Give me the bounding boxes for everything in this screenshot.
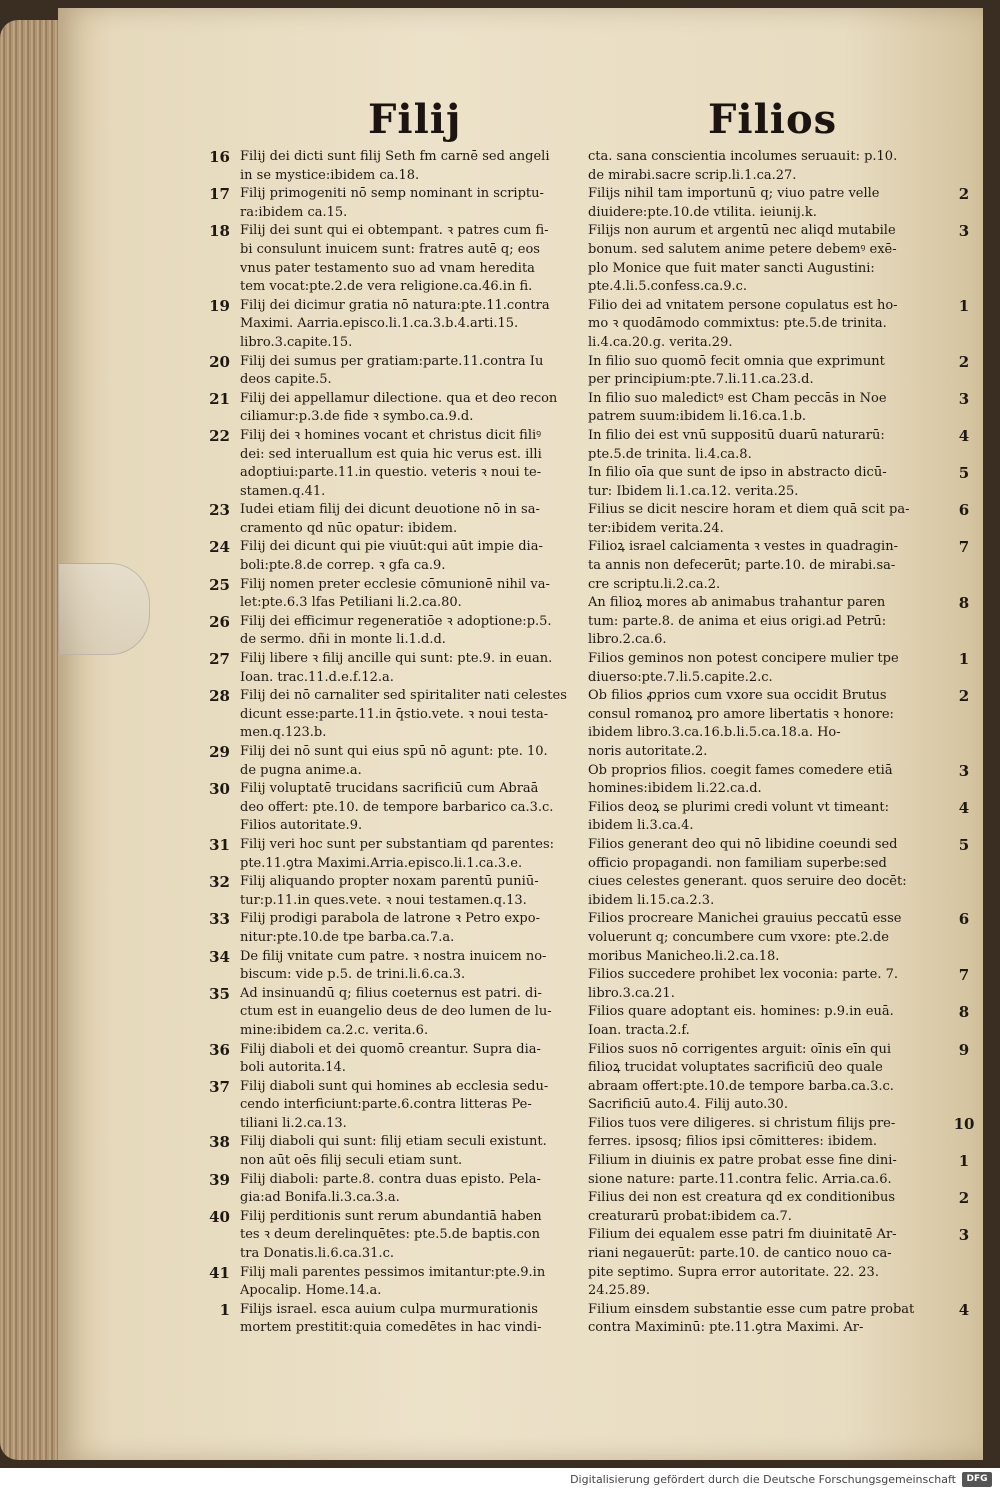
entry-line: Ob filios ꝓprios cum vxore sua occidit Brutus [588, 688, 887, 704]
entry-number: 30 [209, 780, 230, 799]
index-entry [209, 222, 585, 296]
entry-line: officio propagandi. non familiam superbe:sed [588, 855, 887, 871]
entry-line: Filius dei non est creatura qd ex conditionibus [588, 1190, 896, 1206]
entry-number: 3 [958, 389, 970, 408]
entry-number: 36 [209, 1040, 230, 1059]
entry-line: ra:ibidem ca.15. [240, 204, 348, 220]
entry-line: filioꝝ trucidat voluptates sacrificiū deo quale [588, 1060, 883, 1076]
entry-line: Filij diaboli sunt qui homines ab ecclesia sedu- [240, 1078, 549, 1094]
entry-line: tiliani li.2.ca.13. [240, 1115, 347, 1131]
left-index-column [209, 148, 585, 1338]
entry-line: In filio suo quomō fecit omnia que exprimunt̄ [588, 353, 885, 369]
entry-number: 7 [958, 966, 970, 985]
entry-line: in se mystice:ibidem ca.18. [240, 167, 420, 183]
entry-line: pite septimo. Supra error autoritate. 22. 23. [588, 1264, 879, 1280]
entry-number: 28 [209, 687, 230, 706]
entry-line: Filijs non aurum et argentū nec aliqd mutabile [588, 223, 896, 239]
entry-number: 1 [958, 1152, 970, 1171]
entry-line: Filij diaboli qui sunt: filij etiam seculi existunt. [240, 1134, 547, 1150]
entry-number: 5 [958, 464, 970, 483]
index-entry [588, 687, 970, 761]
entry-line: Filium in diuinis ex patre probat esse fine dini- [588, 1153, 897, 1169]
entry-line: deos capite.5. [240, 372, 332, 388]
entry-line: de sermo. dñi in monte li.1.d.d. [240, 632, 446, 648]
entry-line: bi consulunt inuicem sunt: fratres autē q; eos [240, 241, 540, 257]
index-entry [209, 1170, 585, 1208]
entry-number: 37 [209, 1077, 230, 1096]
entry-number: 3 [958, 761, 970, 780]
entry-line: plo Monice que fuit mater sancti Augustini: [588, 260, 875, 276]
entry-line: Filios tuos vere diligeres. si christum filijs pre- [588, 1115, 896, 1131]
entry-line: Filij diaboli: parte.8. contra duas episto. Pela- [240, 1171, 541, 1187]
entry-number: 3 [958, 222, 970, 241]
entry-number: 23 [209, 501, 230, 520]
entry-number: 8 [958, 1003, 970, 1022]
entry-number: 8 [958, 594, 970, 613]
entry-line: deo offert: pte.10. de tempore barbarico ca.3.c. [240, 799, 554, 815]
entry-line: Filij dei dicimur gratia nō natura:pte.11.contra [240, 297, 550, 313]
entry-line: ferres. ipsosq; filios ipsi cōmitteres: ibidem. [588, 1134, 878, 1150]
entry-line: adoptiui:parte.11.in questio. veteris ꝛ noui te- [240, 465, 542, 481]
entry-number: 39 [209, 1170, 230, 1189]
entry-number: 34 [209, 947, 230, 966]
entry-line: 24.25.89. [588, 1283, 651, 1299]
index-entry [209, 352, 585, 390]
entry-number: 20 [209, 352, 230, 371]
entry-line: Filio dei ad vnitatem persone copulatus est ho- [588, 297, 898, 313]
entry-line: ibidem li.3.ca.4. [588, 818, 694, 834]
entry-number: 7 [958, 538, 970, 557]
index-entry [588, 1003, 970, 1040]
index-entry [209, 185, 585, 222]
entry-number: 4 [958, 798, 970, 817]
index-entry [588, 1189, 970, 1226]
entry-line: libro.2.ca.6. [588, 632, 667, 648]
index-entry [209, 538, 585, 575]
entry-number: 17 [209, 185, 230, 204]
entry-line: Iudei etiam filij dei dicunt̄ deuotione nō in sa- [240, 502, 540, 518]
index-entry [209, 426, 585, 501]
entry-line: Filij dei dicti sunt filij Seth fm carnē sed angeli [240, 149, 550, 164]
entry-line: consul romanoꝝ pro amore libertatis ꝛ honore: [588, 706, 894, 722]
entry-number: 9 [958, 1040, 970, 1059]
entry-number: 41 [209, 1263, 230, 1282]
entry-line: boli autorita.14. [240, 1060, 346, 1076]
entry-line: pte.5.de trinita. li.4.ca.8. [588, 446, 752, 462]
index-entry [588, 296, 970, 353]
entry-line: dei: sed interuallum est quia hic verus est. illi [240, 446, 542, 462]
entry-number: 2 [958, 185, 970, 204]
index-entry [588, 910, 970, 966]
entry-line: Filij dei appellamur dilectione. qua et deo recon [240, 390, 558, 406]
index-entry [588, 185, 970, 222]
entry-number: 29 [209, 743, 230, 761]
entry-line: riani negauerūt: parte.10. de cantico nouo ca- [588, 1246, 892, 1262]
entry-line: diuerso:pte.7.li.5.capite.2.c. [588, 669, 773, 685]
entry-line: Filij voluptatē trucidans sacrificiū cum Abraā [240, 781, 539, 797]
entry-line: Filij mali parentes pessimos imitantur:pte.9.in [240, 1264, 546, 1280]
entry-line: Filium dei equalem esse patri fm diuinitatē Ar- [588, 1227, 897, 1243]
entry-number: 4 [958, 426, 970, 445]
entry-number: 1 [958, 650, 970, 669]
index-entry [588, 1226, 970, 1300]
dfg-logo: DFG [962, 1472, 992, 1487]
entry-number: 18 [209, 222, 230, 241]
entry-line: tur:p.11.in ques.vete. ꝛ noui testamen.q.13. [240, 892, 527, 908]
entry-line: Filij dei dicunt̄ qui pie viuūt:qui aūt impie dia- [240, 539, 543, 555]
running-header-right: Filios [708, 96, 838, 143]
entry-line: Ob proprios filios. coegit fames comedere etiā [588, 762, 893, 778]
entry-number: 25 [209, 575, 230, 594]
entry-number: 24 [209, 538, 230, 557]
entry-line: Filioꝝ israel calciamenta ꝛ vestes in quadragin- [588, 539, 898, 555]
entry-line: In filio suo maledictꝰ est Cham peccās in Noe [588, 390, 887, 406]
entry-line: Filij diaboli et dei quomō creantur. Supra dia- [240, 1041, 541, 1057]
index-entry [209, 612, 585, 650]
entry-number: 21 [209, 389, 230, 408]
entry-line: libro.3.ca.21. [588, 985, 675, 1001]
entry-line: ciliamur:p.3.de fide ꝛ symbo.ca.9.d. [240, 409, 474, 425]
index-entry [588, 389, 970, 427]
index-entry [588, 594, 970, 650]
index-entry [209, 743, 585, 780]
index-entry [209, 687, 585, 743]
entry-number: 27 [209, 650, 230, 669]
index-entry [209, 650, 585, 687]
entry-line: Ioan. tracta.2.f. [588, 1022, 690, 1038]
entry-line: biscum: vide p.5. de trini.li.6.ca.3. [240, 967, 466, 983]
entry-line: contra Maximinū: pte.11.ꝯtra Maximi. Ar- [588, 1320, 864, 1336]
entry-number: 1 [958, 296, 970, 315]
entry-line: men.q.123.b. [240, 725, 327, 741]
entry-line: de pugna anime.a. [240, 762, 362, 778]
index-entry [588, 352, 970, 390]
index-entry [209, 780, 585, 836]
entry-number: 10 [953, 1114, 975, 1133]
index-entry [209, 148, 585, 185]
entry-line: Filios deoꝝ se plurimi credi volunt vt timeant̄: [588, 799, 890, 815]
entry-line: Filios procreare Manichei grauius peccatū esse [588, 911, 902, 927]
entry-line: Filij dei nō sunt qui eius spū nō agunt̄: pte. 10. [240, 744, 548, 759]
entry-line: voluerunt q; concumbere cum vxore: pte.2.de [588, 929, 889, 945]
book-page [58, 8, 983, 1460]
entry-line: nitur:pte.10.de tpe barba.ca.7.a. [240, 929, 455, 945]
entry-line: Filios geminos non potest concipere mulier tpe [588, 651, 899, 667]
entry-line: Filijs israel. esca auium culpa murmurationis [240, 1301, 538, 1317]
index-entry [209, 947, 585, 985]
entry-number: 19 [209, 296, 230, 315]
entry-line: ibidem libro.3.ca.16.b.li.5.ca.18.a. Ho- [588, 725, 841, 741]
digitization-footer [0, 1468, 1000, 1492]
entry-line: mo ꝛ quodāmodo commixtus: pte.5.de trinita. [588, 316, 887, 332]
entry-line: Filios generant deo qui nō libidine coeundi sed [588, 836, 898, 852]
index-entry [209, 1263, 585, 1301]
entry-line: tur: Ibidem li.1.ca.12. verita.25. [588, 483, 799, 499]
entry-line: Filij nomen preter ecclesie cōmunionē nihil va- [240, 576, 550, 592]
index-entry [588, 222, 970, 296]
index-entry [209, 835, 585, 873]
running-header-left: Filij [368, 96, 462, 143]
index-entry [209, 1207, 585, 1264]
entry-line: An filioꝝ mores ab animabus trahantur paren [588, 595, 886, 611]
index-entry [588, 538, 970, 594]
entry-number: 1 [219, 1300, 230, 1319]
funding-credit: Digitalisierung gefördert durch die Deutsche Forschungsgemeinschaft [570, 1473, 956, 1486]
entry-line: De filij vnitate cum patre. ꝛ nostra inuicem no- [240, 948, 547, 964]
index-entry [209, 575, 585, 613]
entry-line: ciues celestes generant. quos seruire deo docēt: [588, 874, 907, 890]
entry-line: Filij perditionis sunt rerum abundantiā haben [240, 1208, 542, 1224]
entry-line: sione nature: parte.11.contra felic. Arria.ca.6. [588, 1171, 892, 1187]
entry-number: 31 [209, 835, 230, 854]
entry-line: mine:ibidem ca.2.c. verita.6. [240, 1022, 429, 1038]
entry-number: 2 [958, 1189, 970, 1208]
entry-number: 6 [958, 501, 970, 520]
index-entry [588, 798, 970, 836]
entry-line: libro.3.capite.15. [240, 334, 353, 350]
entry-line: Filij veri hoc sunt per substantiam qd parentes: [240, 836, 555, 852]
entry-line: pte.11.ꝯtra Maximi.Arria.episco.li.1.ca.3.e. [240, 855, 523, 871]
entry-number: 2 [958, 352, 970, 371]
entry-line: Filij primogeniti nō semp nominant̄ in scriptu- [240, 186, 544, 202]
index-entry [588, 148, 933, 185]
entry-line: Filium einsdem substantie esse cum patre probat [588, 1301, 915, 1317]
plastic-page-clip [58, 563, 150, 655]
entry-line: cta. sana conscientia incolumes seruauit: p.10. [588, 149, 898, 164]
entry-line: boli:pte.8.de correp. ꝛ gfa ca.9. [240, 558, 446, 574]
entry-number: 4 [958, 1300, 970, 1319]
index-entry [588, 426, 970, 464]
entry-line: bonum. sed salutem anime petere debemꝰ exē- [588, 241, 897, 257]
entry-line: In filio dei est vnū suppositū duarū naturarū: [588, 427, 885, 443]
entry-number: 33 [209, 910, 230, 929]
entry-number: 3 [958, 1226, 970, 1245]
entry-line: tra Donatis.li.6.ca.31.c. [240, 1246, 394, 1262]
entry-number: 5 [958, 835, 970, 854]
entry-line: Filios suos nō corrigentes arguit: oīnis eīn qui [588, 1041, 892, 1057]
index-entry [588, 1152, 970, 1189]
entry-number: 22 [209, 426, 230, 445]
entry-number: 6 [958, 910, 970, 929]
index-entry [588, 966, 970, 1003]
index-entry [219, 1300, 585, 1338]
entry-line: noris autoritate.2. [588, 744, 708, 759]
index-entry [588, 761, 970, 799]
index-entry [209, 389, 585, 427]
entry-number: 38 [209, 1133, 230, 1152]
entry-number: 26 [209, 612, 230, 631]
entry-line: tes ꝛ deum derelinquētes: pte.5.de baptis.con [240, 1227, 540, 1243]
entry-line: vnus pater testamento suo ad vnam heredita [240, 260, 535, 276]
entry-line: ter:ibidem verita.24. [588, 520, 724, 536]
index-entry [209, 984, 585, 1041]
index-entry [588, 1040, 970, 1115]
index-entry [209, 501, 585, 538]
index-entry [209, 1133, 585, 1170]
entry-line: Filijs nihil tam importunū q; viuo patre velle [588, 186, 880, 202]
entry-line: Filij dei sunt qui ei obtempant. ꝛ patres cum fi- [240, 223, 549, 239]
entry-line: stamen.q.41. [240, 483, 326, 499]
entry-line: pte.4.li.5.confess.ca.9.c. [588, 279, 748, 295]
entry-line: cre scriptu.li.2.ca.2. [588, 576, 721, 592]
entry-number: 2 [958, 687, 970, 706]
entry-line: tem vocat:pte.2.de vera religione.ca.46.in fi. [240, 279, 533, 295]
entry-line: ctum est in euangelio deus de deo lumen de lu- [240, 1004, 552, 1020]
entry-number: 35 [209, 984, 230, 1003]
entry-number: 40 [209, 1207, 230, 1226]
entry-line: Filij dei ꝛ homines vocant̄ et christus dicit̄ filiꝰ [240, 427, 542, 443]
entry-line: patrem suum:ibidem li.16.ca.1.b. [588, 409, 807, 425]
right-index-column [588, 148, 975, 1338]
index-entry [209, 1077, 585, 1134]
entry-line: Sacrificiū auto.4. Filij auto.30. [588, 1097, 788, 1113]
entry-line: ta annis non defecerūt; parte.10. de mirabi.sa- [588, 558, 896, 574]
entry-line: Filius se dicit nescire horam et diem quā scit pa- [588, 502, 910, 518]
index-entry [588, 464, 970, 501]
index-entry [588, 501, 970, 538]
index-entry [588, 835, 970, 910]
entry-line: Filij dei efficimur regeneratiōe ꝛ adoptione:p.5. [240, 613, 552, 629]
entry-line: per principium:pte.7.li.11.ca.23.d. [588, 372, 814, 388]
index-entry [588, 650, 970, 687]
index-entry [209, 873, 585, 910]
entry-line: creaturarū probat̄:ibidem ca.7. [588, 1208, 792, 1224]
entry-line: Filios succedere prohibet lex voconia: parte. 7. [588, 967, 899, 983]
entry-number: 16 [209, 148, 230, 166]
entry-line: Filij libere ꝛ filij ancille qui sunt: pte.9. in euan. [240, 651, 553, 667]
entry-line: cramento qd nūc opatur: ibidem. [240, 520, 458, 536]
entry-line: Ioan. trac.11.d.e.f.12.a. [240, 669, 394, 685]
entry-line: Filios autoritate.9. [240, 818, 363, 834]
entry-line: abraam offert:pte.10.de tempore barba.ca.3.c. [588, 1078, 894, 1094]
entry-line: Filij aliquando propter noxam parentū puniū- [240, 874, 539, 890]
entry-number: 32 [209, 873, 230, 892]
index-entry [209, 910, 585, 947]
entry-line: Filij dei sumus per gratiam:parte.11.contra Iu [240, 353, 544, 369]
entry-line: mortem prestitit:quia comedētes in hac vindi- [240, 1320, 542, 1336]
entry-line: li.4.ca.20.g. verita.29. [588, 334, 733, 350]
entry-line: moribus Manicheo.li.2.ca.18. [588, 948, 780, 964]
index-entry [209, 1040, 585, 1078]
index-entry [209, 296, 585, 353]
entry-line: homines:ibidem li.22.ca.d. [588, 781, 762, 797]
entry-line: Filij dei nō carnaliter sed spiritaliter nati celestes [240, 688, 567, 704]
entry-line: dicunt̄ esse:parte.11.in q̄stio.vete. ꝛ noui testa- [240, 706, 549, 722]
index-entry [588, 1300, 970, 1338]
entry-line: Filij prodigi parabola de latrone ꝛ Petro expo- [240, 911, 540, 927]
entry-line: In filio oīa que sunt de ipso in abstracto dicū- [588, 465, 887, 481]
entry-line: ibidem li.15.ca.2.3. [588, 892, 715, 908]
entry-line: non aūt oēs filij seculi etiam sunt. [240, 1153, 463, 1169]
entry-line: Maximi. Aarria.episco.li.1.ca.3.b.4.arti.15. [240, 316, 519, 332]
entry-line: let:pte.6.3 lfas Petiliani li.2.ca.80. [240, 595, 462, 611]
entry-line: Ad insinuandū q; filius coeternus est patri. di- [240, 985, 542, 1001]
entry-line: tum: parte.8. de anima et eius origi.ad Petrū: [588, 613, 887, 629]
entry-line: diuidere:pte.10.de vtilita. ieiunij.k. [588, 204, 817, 220]
index-entry [588, 1114, 975, 1152]
entry-line: de mirabi.sacre scrip.li.1.ca.27. [588, 167, 797, 183]
entry-line: gia:ad Bonifa.li.3.ca.3.a. [240, 1190, 400, 1206]
entry-line: Apocalip. Home.14.a. [240, 1283, 382, 1299]
entry-line: cendo interficiunt:parte.6.contra litteras Pe- [240, 1097, 532, 1113]
entry-line: Filios quare adoptant eis. homines: p.9.in euā. [588, 1004, 894, 1020]
